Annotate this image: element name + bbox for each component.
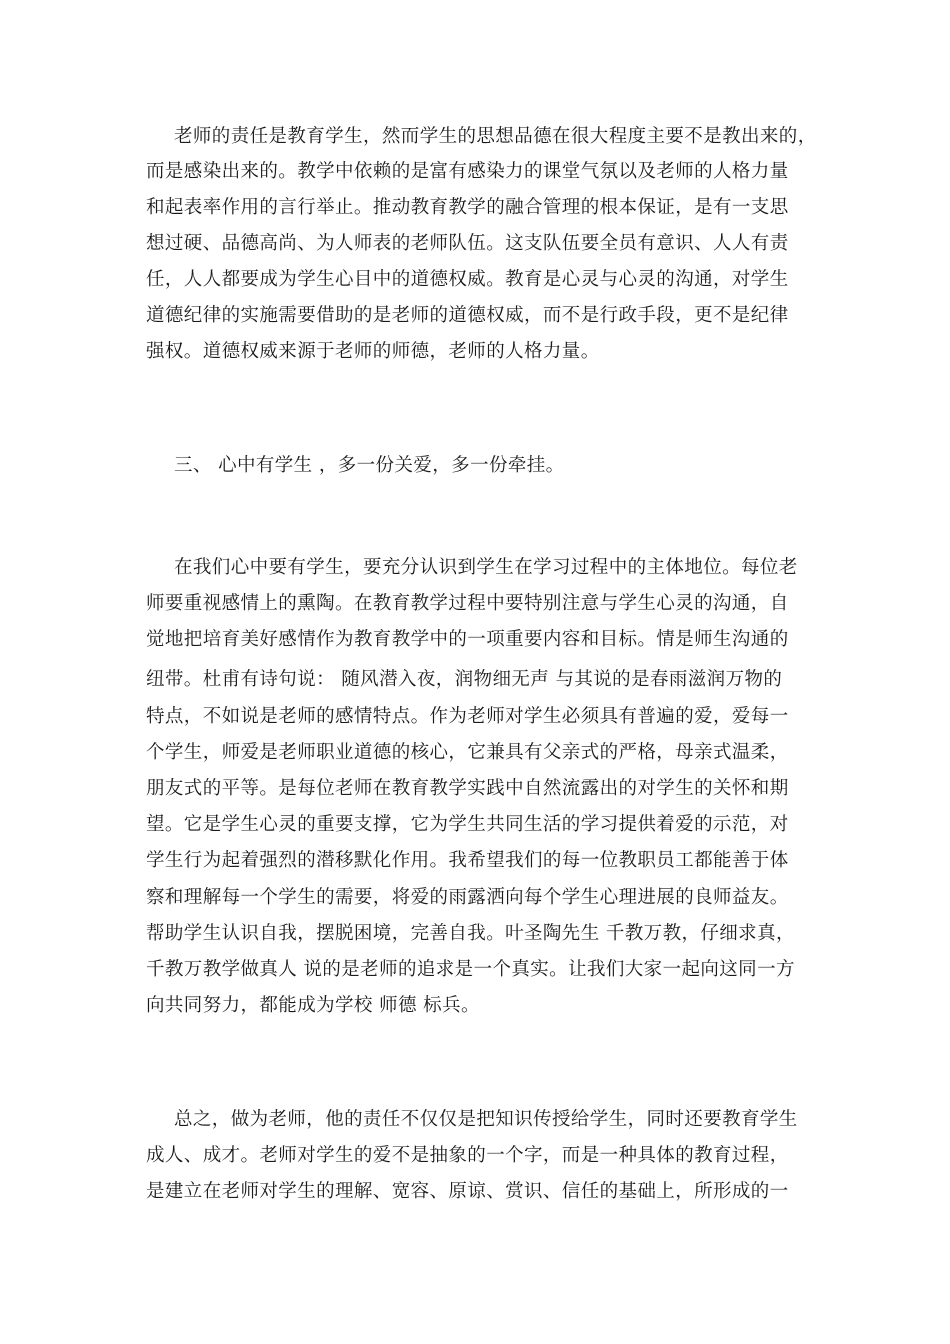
- paragraph-2-line: 在我们心中要有学生，要充分认识到学生在学习过程中的主体地位。每位老: [174, 557, 798, 578]
- paragraph-1-line: 老师的责任是教育学生，然而学生的思想品德在很大程度主要不是教出来的，: [174, 126, 817, 147]
- paragraph-2-line: 千教万教学做真人 说的是老师的追求是一个真实。让我们大家一起向这同一方: [146, 959, 795, 980]
- paragraph-1-line: 而是感染出来的。教学中依赖的是富有感染力的课堂气氛以及老师的人格力量: [146, 161, 789, 182]
- paragraph-1-line: 和起表率作用的言行举止。推动教育教学的融合管理的根本保证，是有一支思: [146, 197, 789, 218]
- paragraph-2-line: 察和理解每一个学生的需要，将爱的雨露洒向每个学生心理进展的良师益友。: [146, 887, 789, 908]
- paragraph-2-line: 纽带。杜甫有诗句说： 随风潜入夜，润物细无声 与其说的是春雨滋润万物的: [146, 669, 783, 690]
- paragraph-2-line: 向共同努力，都能成为学校 师德 标兵。: [146, 995, 480, 1016]
- paragraph-2-line: 特点，不如说是老师的感情特点。作为老师对学生必须具有普遍的爱，爱每一: [146, 706, 789, 727]
- paragraph-1-line: 想过硬、品德高尚、为人师表的老师队伍。这支队伍要全员有意识、人人有责: [146, 233, 789, 254]
- paragraph-2-line: 个学生，师爱是老师职业道德的核心，它兼具有父亲式的严格，母亲式温柔，: [146, 742, 789, 763]
- section-heading-3: 三、 心中有学生 ，多一份关爱，多一份牵挂。: [174, 455, 565, 476]
- paragraph-2-line: 师要重视感情上的熏陶。在教育教学过程中要特别注意与学生心灵的沟通，自: [146, 593, 789, 614]
- paragraph-1-line: 任，人人都要成为学生心目中的道德权威。教育是心灵与心灵的沟通，对学生: [146, 269, 789, 290]
- paragraph-1-line: 强权。道德权威来源于老师的师德，老师的人格力量。: [146, 341, 600, 362]
- paragraph-2-line: 学生行为起着强烈的潜移默化作用。我希望我们的每一位教职员工都能善于体: [146, 850, 789, 871]
- paragraph-2-line: 帮助学生认识自我，摆脱困境，完善自我。叶圣陶先生 千教万教，仔细求真，: [146, 923, 795, 944]
- paragraph-3-line: 总之，做为老师，他的责任不仅仅是把知识传授给学生，同时还要教育学生: [174, 1109, 798, 1130]
- paragraph-1-line: 道德纪律的实施需要借助的是老师的道德权威，而不是行政手段，更不是纪律: [146, 305, 789, 326]
- paragraph-3-line: 是建立在老师对学生的理解、宽容、原谅、赏识、信任的基础上，所形成的一: [146, 1181, 789, 1202]
- paragraph-2-line: 望。它是学生心灵的重要支撑，它为学生共同生活的学习提供着爱的示范，对: [146, 814, 789, 835]
- paragraph-2-line: 朋友式的平等。是每位老师在教育教学实践中自然流露出的对学生的关怀和期: [146, 778, 789, 799]
- paragraph-2-line: 觉地把培育美好感情作为教育教学中的一项重要内容和目标。情是师生沟通的: [146, 629, 789, 650]
- paragraph-3-line: 成人、成才。老师对学生的爱不是抽象的一个字，而是一种具体的教育过程，: [146, 1145, 789, 1166]
